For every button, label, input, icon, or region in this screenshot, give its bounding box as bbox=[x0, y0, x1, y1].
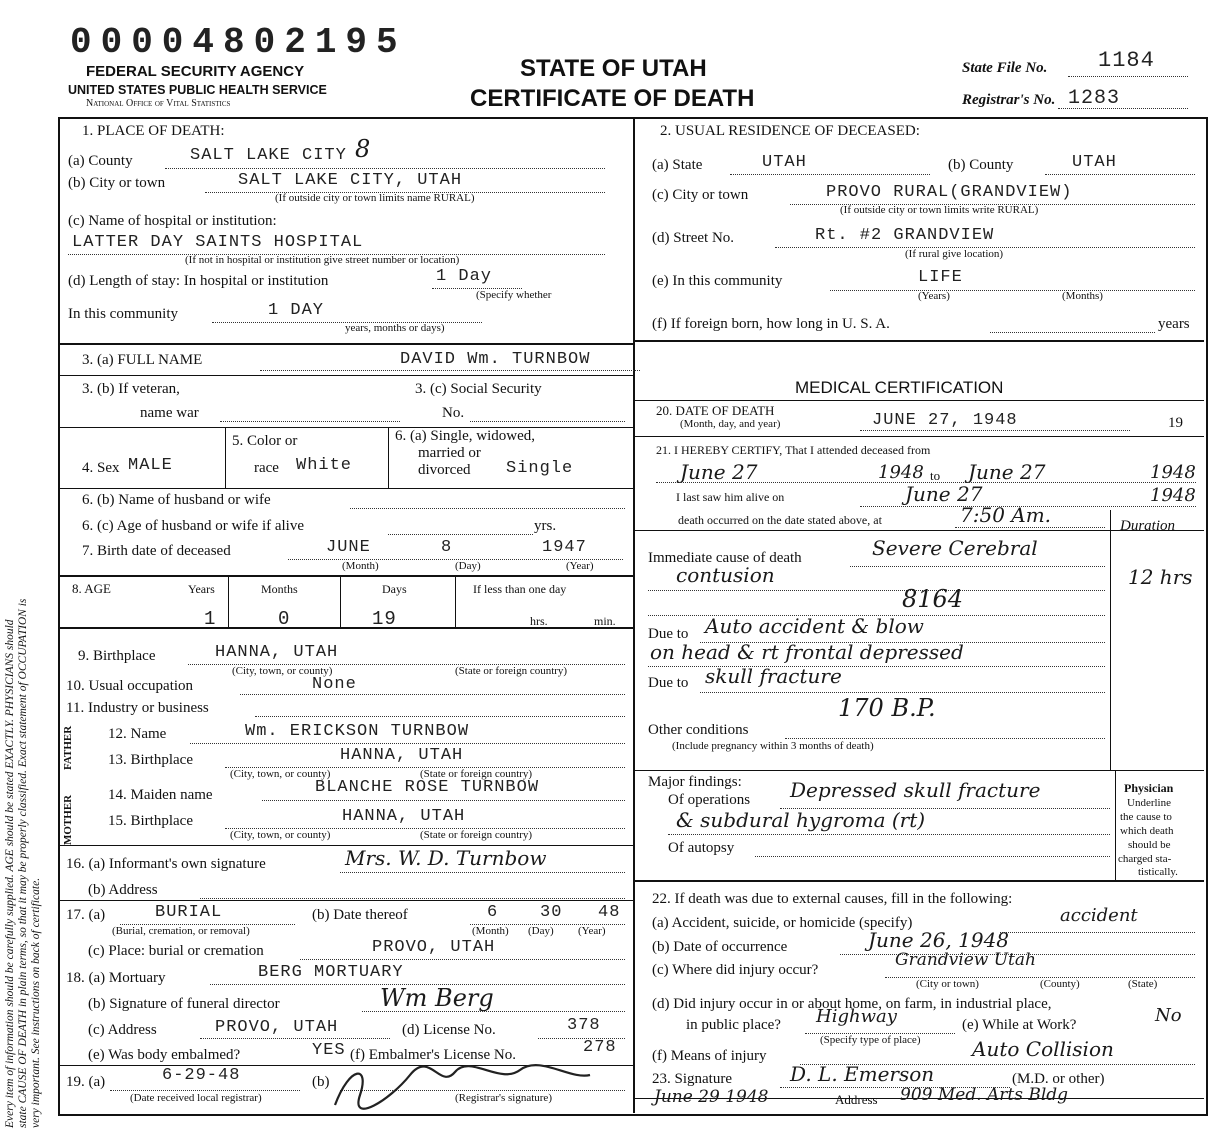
less-than-day-header: If less than one day bbox=[473, 582, 567, 596]
registrar-date-note: (Date received local registrar) bbox=[130, 1092, 262, 1104]
means-of-injury-value: Auto Collision bbox=[972, 1037, 1114, 1061]
stay-label: (d) Length of stay: In hospital or institution bbox=[68, 273, 329, 289]
street-label: (d) Street No. bbox=[652, 230, 735, 246]
community-note: years, months or days) bbox=[345, 322, 445, 334]
father-city-note: (City, town, or county) bbox=[230, 768, 331, 780]
foreign-born-label: (f) If foreign born, how long in U. S. A. bbox=[652, 316, 890, 332]
veteran-label: 3. (b) If veteran, bbox=[82, 381, 180, 397]
physician-note-2: Underline bbox=[1127, 797, 1171, 809]
mother-state-note: (State or foreign country) bbox=[420, 829, 533, 841]
informant-signature-label: 16. (a) Informant's own signature bbox=[66, 856, 266, 872]
mother-name-label: 14. Maiden name bbox=[108, 787, 213, 803]
mortuary-address-label: (c) Address bbox=[88, 1022, 157, 1038]
cause-code-1: 8164 bbox=[902, 585, 964, 613]
race-label: race bbox=[254, 460, 279, 476]
burial-note: (Burial, cremation, or removal) bbox=[112, 925, 250, 937]
registrar-signature-note: (Registrar's signature) bbox=[455, 1092, 552, 1104]
certificate-title: CERTIFICATE OF DEATH bbox=[470, 85, 755, 112]
license-label: (d) License No. bbox=[402, 1022, 496, 1038]
registrar-date-label: 19. (a) bbox=[66, 1074, 106, 1090]
birth-day-value: 8 bbox=[441, 538, 453, 557]
date-of-death-value: JUNE 27, 1948 bbox=[872, 411, 1018, 430]
autopsy-label: Of autopsy bbox=[668, 840, 735, 856]
injury-state-caption: (State) bbox=[1128, 978, 1158, 990]
marital-label-3: divorced bbox=[418, 462, 471, 478]
agency-title: FEDERAL SECURITY AGENCY bbox=[86, 63, 305, 80]
last-saw-value: June 27 bbox=[905, 482, 983, 506]
injury-location-label: (c) Where did injury occur? bbox=[652, 962, 819, 978]
due-to-2-label: Due to bbox=[648, 675, 689, 691]
embalmer-license-label: (f) Embalmer's License No. bbox=[350, 1047, 516, 1063]
community-value: 1 DAY bbox=[268, 301, 325, 320]
min-caption: min. bbox=[594, 614, 616, 628]
burial-label: 17. (a) bbox=[66, 907, 106, 923]
street-value: Rt. #2 GRANDVIEW bbox=[815, 226, 995, 245]
injury-place-label-2: in public place? bbox=[686, 1017, 781, 1033]
residence-community-label: (e) In this community bbox=[652, 273, 783, 289]
residence-state-label: (a) State bbox=[652, 157, 703, 173]
death-city-label: (b) City or town bbox=[68, 175, 166, 191]
mother-city-note: (City, town, or county) bbox=[230, 829, 331, 841]
attend-to-label: to bbox=[930, 468, 941, 483]
age-years-header: Years bbox=[188, 582, 215, 596]
death-city-value: SALT LAKE CITY, UTAH bbox=[238, 171, 463, 190]
occurrence-date-value: June 26, 1948 bbox=[868, 928, 1010, 952]
age-days-value: 19 bbox=[372, 608, 397, 630]
last-saw-year: 1948 bbox=[1150, 485, 1196, 506]
birth-month-value: JUNE bbox=[326, 538, 371, 557]
other-conditions-label: Other conditions bbox=[648, 722, 749, 738]
death-county-code: 8 bbox=[355, 135, 371, 163]
hospital-label: (c) Name of hospital or institution: bbox=[68, 213, 277, 229]
registrar-signature-label: (b) bbox=[312, 1074, 330, 1090]
mortuary-value: BERG MORTUARY bbox=[258, 963, 404, 982]
certify-statement: 21. I HEREBY CERTIFY, That I attended deceased from bbox=[656, 443, 931, 457]
father-state-note: (State or foreign country) bbox=[420, 768, 533, 780]
date-19: 19 bbox=[1168, 415, 1183, 431]
hospital-value: LATTER DAY SAINTS HOSPITAL bbox=[72, 233, 364, 252]
date-of-death-label: 20. DATE OF DEATH bbox=[656, 403, 775, 418]
mortuary-address-value: PROVO, UTAH bbox=[215, 1018, 339, 1037]
race-value: White bbox=[296, 456, 353, 475]
injury-place-note: (Specify type of place) bbox=[820, 1034, 921, 1046]
state-title: STATE OF UTAH bbox=[520, 55, 707, 82]
physician-address-label: Address bbox=[835, 1092, 878, 1107]
physician-note-5: should be bbox=[1128, 839, 1171, 851]
stay-note: (Specify whether bbox=[476, 289, 552, 301]
state-file-label: State File No. bbox=[962, 60, 1048, 76]
signature-date: June 29 1948 bbox=[654, 1087, 769, 1107]
injury-county-caption: (County) bbox=[1040, 978, 1080, 990]
means-of-injury-label: (f) Means of injury bbox=[652, 1048, 767, 1064]
father-name-value: Wm. ERICKSON TURNBOW bbox=[245, 722, 470, 741]
age-months-value: 0 bbox=[278, 608, 291, 630]
duration-header: Duration bbox=[1120, 518, 1176, 534]
due-to-2-value: skull fracture bbox=[705, 664, 842, 688]
marital-label: 6. (a) Single, widowed, bbox=[395, 428, 535, 444]
side-instructions: Every item of information should be carefully supplied. AGE should be stated EXACTLY. PHYSICIANS should state CAUSE OF DEATH in plain terms, so that it may be properly classified. Exact statement of OCCUPATION is very important. See instructions on back of certificate. bbox=[4, 598, 42, 1128]
spouse-age-unit: yrs. bbox=[534, 518, 557, 534]
occupation-label: 10. Usual occupation bbox=[66, 678, 194, 694]
foreign-born-unit: years bbox=[1158, 316, 1190, 332]
informant-signature: Mrs. W. D. Turnbow bbox=[345, 846, 547, 870]
mother-birthplace-value: HANNA, UTAH bbox=[342, 807, 466, 826]
physician-note-3: the cause to bbox=[1120, 811, 1172, 823]
injury-location-value: Grandview Utah bbox=[895, 950, 1036, 970]
accident-type-label: (a) Accident, suicide, or homicide (specify) bbox=[652, 915, 913, 931]
serial-number: 00004802195 bbox=[70, 22, 407, 63]
due-to-1-value: Auto accident & blow bbox=[705, 614, 924, 638]
burial-date-month: 6 bbox=[487, 903, 499, 922]
operations-label: Of operations bbox=[668, 792, 751, 808]
occupation-value: None bbox=[312, 675, 357, 694]
burial-date-day: 30 bbox=[540, 903, 563, 922]
registrar-date-value: 6-29-48 bbox=[162, 1066, 241, 1085]
major-findings-label: Major findings: bbox=[648, 774, 742, 790]
death-county-value: SALT LAKE CITY bbox=[190, 146, 347, 165]
residence-city-label: (c) City or town bbox=[652, 187, 749, 203]
months-label: (Months) bbox=[1062, 290, 1103, 302]
operations-value: Depressed skull fracture bbox=[790, 778, 1041, 802]
at-work-value: No bbox=[1155, 1005, 1182, 1026]
physician-note-1: Physician bbox=[1124, 781, 1174, 795]
embalmed-value: YES bbox=[312, 1041, 346, 1060]
age-months-header: Months bbox=[261, 582, 298, 596]
residence-county-value: UTAH bbox=[1072, 153, 1117, 172]
embalmer-license-value: 278 bbox=[583, 1038, 617, 1057]
residence-state-value: UTAH bbox=[762, 153, 807, 172]
birthplace-value: HANNA, UTAH bbox=[215, 643, 339, 662]
age-years-value: 1 bbox=[204, 608, 217, 630]
day-caption: (Day) bbox=[455, 560, 481, 572]
physician-note-4: which death bbox=[1120, 825, 1174, 837]
father-birthplace-label: 13. Birthplace bbox=[108, 752, 193, 768]
mortuary-label: 18. (a) Mortuary bbox=[66, 970, 166, 986]
occurred-label: death occurred on the date stated above, at bbox=[678, 513, 882, 527]
mother-name-value: BLANCHE ROSE TURNBOW bbox=[315, 778, 540, 797]
burial-place-label: (c) Place: burial or cremation bbox=[88, 943, 264, 959]
place-of-death-heading: 1. PLACE OF DEATH: bbox=[82, 123, 225, 139]
md-label: (M.D. or other) bbox=[1012, 1071, 1105, 1087]
father-tag: FATHER bbox=[62, 725, 74, 770]
burial-value: BURIAL bbox=[155, 903, 223, 922]
funeral-director-signature: Wm Berg bbox=[380, 984, 494, 1012]
license-value: 378 bbox=[567, 1016, 601, 1035]
birthplace-label: 9. Birthplace bbox=[78, 648, 156, 664]
attend-from-value: June 27 bbox=[680, 460, 758, 484]
marital-value: Single bbox=[506, 459, 574, 478]
agency-subtitle: UNITED STATES PUBLIC HEALTH SERVICE bbox=[68, 83, 327, 97]
year-caption: (Year) bbox=[566, 560, 594, 572]
injury-place-label: (d) Did injury occur in or about home, on farm, in industrial place, bbox=[652, 996, 1052, 1012]
community-label: In this community bbox=[68, 306, 178, 322]
death-city-note: (If outside city or town limits name RURAL) bbox=[275, 192, 475, 204]
fullname-value: DAVID Wm. TURNBOW bbox=[400, 350, 591, 369]
industry-label: 11. Industry or business bbox=[66, 700, 209, 716]
residence-city-value: PROVO RURAL(GRANDVIEW) bbox=[826, 183, 1073, 202]
informant-address-label: (b) Address bbox=[88, 882, 158, 898]
attend-to-value: June 27 bbox=[968, 460, 1046, 484]
ssn-no-label: No. bbox=[442, 405, 465, 421]
immediate-cause-value-2: contusion bbox=[676, 563, 775, 587]
immediate-cause-value: Severe Cerebral bbox=[872, 536, 1038, 560]
injury-city-caption: (City or town) bbox=[916, 978, 979, 990]
due-to-1-value-2: on head & rt frontal depressed bbox=[650, 640, 964, 664]
stay-value: 1 Day bbox=[436, 267, 493, 286]
medical-certification-heading: MEDICAL CERTIFICATION bbox=[795, 378, 1004, 397]
operations-value-2: & subdural hygroma (rt) bbox=[676, 808, 926, 832]
burial-date-year: 48 bbox=[598, 903, 621, 922]
ssn-label: 3. (c) Social Security bbox=[415, 381, 542, 397]
agency-office: National Office of Vital Statistics bbox=[86, 98, 231, 109]
cause-code-2: 170 B.P. bbox=[838, 694, 936, 722]
marital-label-2: married or bbox=[418, 445, 481, 461]
accident-type-value: accident bbox=[1060, 905, 1138, 926]
hrs-caption: hrs. bbox=[530, 614, 548, 628]
external-causes-heading: 22. If death was due to external causes, fill in the following: bbox=[652, 891, 1013, 907]
hospital-note: (If not in hospital or institution give street number or location) bbox=[185, 254, 460, 266]
spouse-age-label: 6. (c) Age of husband or wife if alive bbox=[82, 518, 305, 534]
attend-year-1: 1948 bbox=[878, 462, 924, 483]
attend-year-2: 1948 bbox=[1150, 462, 1196, 483]
immediate-duration: 12 hrs bbox=[1128, 565, 1193, 589]
registrar-number: 1283 bbox=[1068, 87, 1121, 110]
other-conditions-note: (Include pregnancy within 3 months of death) bbox=[672, 740, 874, 752]
registrar-number-label: Registrar's No. bbox=[962, 92, 1056, 108]
mother-tag: MOTHER bbox=[62, 794, 74, 845]
age-label: 8. AGE bbox=[72, 581, 111, 596]
physician-signature: D. L. Emerson bbox=[790, 1062, 935, 1086]
residence-city-note: (If outside city or town limits write RURAL) bbox=[840, 204, 1039, 216]
sex-label: 4. Sex bbox=[82, 460, 120, 476]
spouse-name-label: 6. (b) Name of husband or wife bbox=[82, 492, 271, 508]
occurrence-date-label: (b) Date of occurrence bbox=[652, 939, 788, 955]
birthplace-state-note: (State or foreign country) bbox=[455, 665, 568, 677]
residence-community-value: LIFE bbox=[918, 268, 963, 287]
fullname-label: 3. (a) FULL NAME bbox=[82, 352, 203, 368]
at-work-label: (e) While at Work? bbox=[962, 1017, 1077, 1033]
burial-month-caption: (Month) bbox=[472, 925, 509, 937]
burial-place-value: PROVO, UTAH bbox=[372, 938, 496, 957]
birth-year-value: 1947 bbox=[542, 538, 587, 557]
burial-day-caption: (Day) bbox=[528, 925, 554, 937]
state-file-number: 1184 bbox=[1098, 48, 1155, 73]
physician-note-6: charged sta- bbox=[1118, 853, 1172, 865]
burial-date-label: (b) Date thereof bbox=[312, 907, 408, 923]
age-days-header: Days bbox=[382, 582, 407, 596]
occurred-value: 7:50 Am. bbox=[960, 503, 1052, 527]
physician-note-7: tistically. bbox=[1138, 866, 1178, 878]
injury-place-value: Highway bbox=[816, 1006, 897, 1027]
residence-county-label: (b) County bbox=[948, 157, 1014, 173]
birthplace-city-note: (City, town, or county) bbox=[232, 665, 333, 677]
registrar-signature-scrawl bbox=[330, 1060, 600, 1115]
father-birthplace-value: HANNA, UTAH bbox=[340, 746, 464, 765]
years-label: (Years) bbox=[918, 290, 950, 302]
date-of-death-note: (Month, day, and year) bbox=[680, 418, 781, 430]
sex-value: MALE bbox=[128, 456, 173, 475]
signature-label: 23. Signature bbox=[652, 1071, 732, 1087]
death-county-label: (a) County bbox=[68, 153, 133, 169]
physician-address-value: 909 Med. Arts Bldg bbox=[900, 1085, 1069, 1105]
funeral-director-label: (b) Signature of funeral director bbox=[88, 996, 280, 1012]
immediate-cause-label: Immediate cause of death bbox=[648, 550, 802, 566]
last-saw-label: I last saw him alive on bbox=[676, 490, 785, 504]
father-name-label: 12. Name bbox=[108, 726, 167, 742]
birthdate-label: 7. Birth date of deceased bbox=[82, 543, 231, 559]
veteran-war-label: name war bbox=[140, 405, 199, 421]
due-to-1-label: Due to bbox=[648, 626, 689, 642]
color-label: 5. Color or bbox=[232, 433, 298, 449]
month-caption: (Month) bbox=[342, 560, 379, 572]
residence-heading: 2. USUAL RESIDENCE OF DECEASED: bbox=[660, 123, 920, 139]
embalmed-label: (e) Was body embalmed? bbox=[88, 1047, 241, 1063]
burial-year-caption: (Year) bbox=[578, 925, 606, 937]
mother-birthplace-label: 15. Birthplace bbox=[108, 813, 193, 829]
street-note: (If rural give location) bbox=[905, 248, 1004, 260]
